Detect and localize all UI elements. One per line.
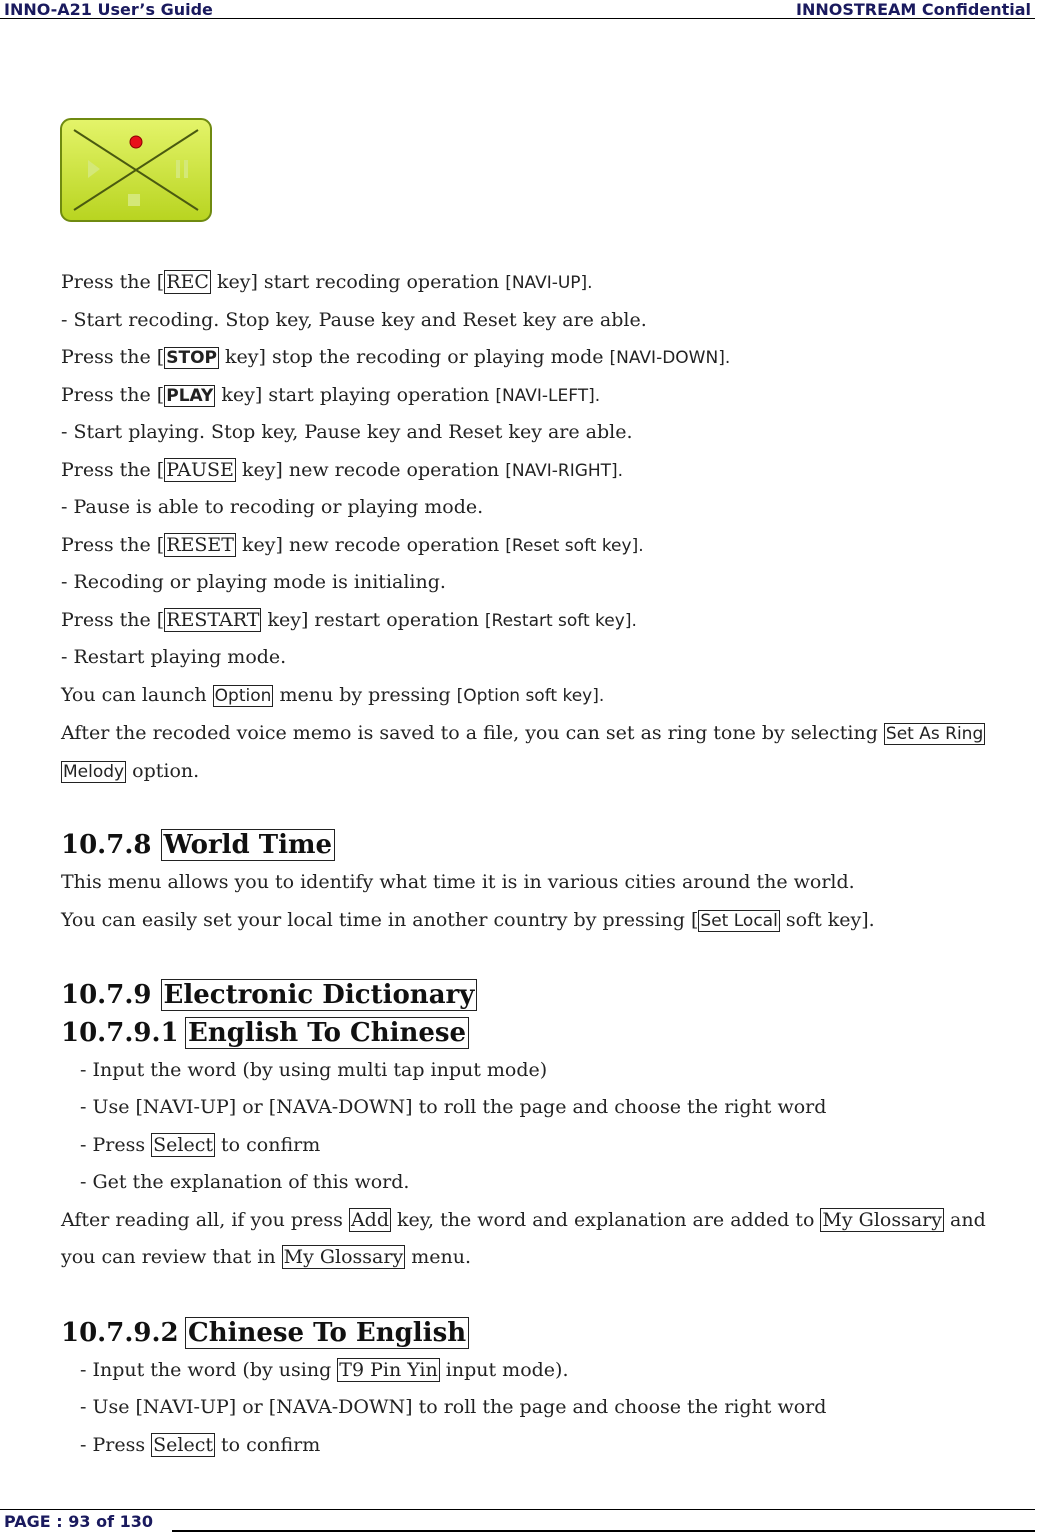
page-number: PAGE : 93 of 130 bbox=[4, 1512, 153, 1531]
my-glossary-menu: My Glossary bbox=[283, 1246, 404, 1268]
header-confidential: INNOSTREAM Confidential bbox=[796, 0, 1031, 19]
set-local-key: Set Local bbox=[700, 911, 778, 931]
e2c-title: English To Chinese bbox=[185, 1017, 469, 1049]
rec-key: REC bbox=[166, 271, 209, 293]
reset-key: RESET bbox=[166, 534, 234, 556]
c2e-step1: - Input the word (by using T9 Pin Yin input mode). bbox=[80, 1359, 569, 1381]
world-time-heading: 10.7.8 World Time bbox=[61, 829, 335, 861]
e2c-step1: - Input the word (by using multi tap input mode) bbox=[80, 1059, 548, 1081]
header-rule bbox=[0, 18, 1035, 19]
stop-key: STOP bbox=[166, 348, 217, 368]
restart-line: Press the [ RESTART key] restart operation [Restart soft key]. bbox=[61, 609, 637, 631]
rec-desc: - Start recoding. Stop key, Pause key and Reset key are able. bbox=[61, 309, 647, 331]
e2c-review: you can review that in My Glossary menu. bbox=[61, 1246, 472, 1268]
pause-desc: - Pause is able to recoding or playing mode. bbox=[61, 496, 484, 518]
rec-line: Press the [ REC key] start recoding operation [NAVI-UP]. bbox=[61, 271, 593, 293]
footer-rule-bottom bbox=[172, 1530, 1035, 1532]
play-line: Press the [ PLAY key] start playing operation [NAVI-LEFT]. bbox=[61, 384, 601, 406]
dictionary-heading: 10.7.9 Electronic Dictionary bbox=[61, 979, 477, 1011]
option-line: You can launch Option menu by pressing [Option soft key]. bbox=[61, 684, 605, 706]
play-key: PLAY bbox=[166, 386, 214, 406]
footer-rule bbox=[0, 1509, 1035, 1510]
c2e-heading: 10.7.9.2 Chinese To English bbox=[61, 1317, 469, 1349]
reset-line: Press the [ RESET key] new recode operation [Reset soft key]. bbox=[61, 534, 644, 556]
melody-key: Melody bbox=[63, 762, 125, 782]
world-time-title: World Time bbox=[161, 829, 336, 861]
my-glossary-key: My Glossary bbox=[822, 1209, 942, 1231]
restart-key: RESTART bbox=[166, 609, 260, 631]
pause-line: Press the [ PAUSE key] new recode operation [NAVI-RIGHT]. bbox=[61, 459, 624, 481]
e2c-heading: 10.7.9.1 English To Chinese bbox=[61, 1017, 469, 1049]
c2e-step3: - Press Select to confirm bbox=[80, 1434, 321, 1456]
restart-desc: - Restart playing mode. bbox=[61, 646, 287, 668]
set-as-ring-key: Set As Ring bbox=[885, 724, 984, 744]
stop-line: Press the [ STOP key] stop the recoding or playing mode [NAVI-DOWN]. bbox=[61, 346, 731, 368]
select-key: Select bbox=[153, 1134, 213, 1156]
ring-line: After the recoded voice memo is saved to a file, you can set as ring tone by selecting Set As Ring bbox=[61, 722, 984, 744]
header-guide-title: INNO-A21 User’s Guide bbox=[4, 0, 213, 19]
option-key: Option bbox=[214, 686, 272, 706]
world-time-desc2: You can easily set your local time in another country by pressing [ Set Local soft key]. bbox=[61, 909, 875, 931]
voice-memo-recorder-icon bbox=[60, 118, 212, 222]
play-desc: - Start playing. Stop key, Pause key and Reset key are able. bbox=[61, 421, 633, 443]
world-time-desc1: This menu allows you to identify what time it is in various cities around the world. bbox=[61, 871, 855, 893]
e2c-step3: - Press Select to confirm bbox=[80, 1134, 321, 1156]
c2e-title: Chinese To English bbox=[185, 1317, 469, 1349]
e2c-after: After reading all, if you press Add key, the word and explanation are added to My Glossary and bbox=[61, 1209, 986, 1231]
dictionary-title: Electronic Dictionary bbox=[161, 979, 478, 1011]
select-key-2: Select bbox=[153, 1434, 213, 1456]
t9-pin-yin-key: T9 Pin Yin bbox=[339, 1359, 438, 1381]
reset-desc: - Recoding or playing mode is initialing. bbox=[61, 571, 446, 593]
add-key: Add bbox=[350, 1209, 389, 1231]
c2e-step2: - Use [NAVI-UP] or [NAVA-DOWN] to roll the page and choose the right word bbox=[80, 1396, 827, 1418]
melody-line: Melody option. bbox=[63, 760, 200, 782]
e2c-step4: - Get the explanation of this word. bbox=[80, 1171, 410, 1193]
pause-key: PAUSE bbox=[166, 459, 234, 481]
e2c-step2: - Use [NAVI-UP] or [NAVA-DOWN] to roll the page and choose the right word bbox=[80, 1096, 827, 1118]
